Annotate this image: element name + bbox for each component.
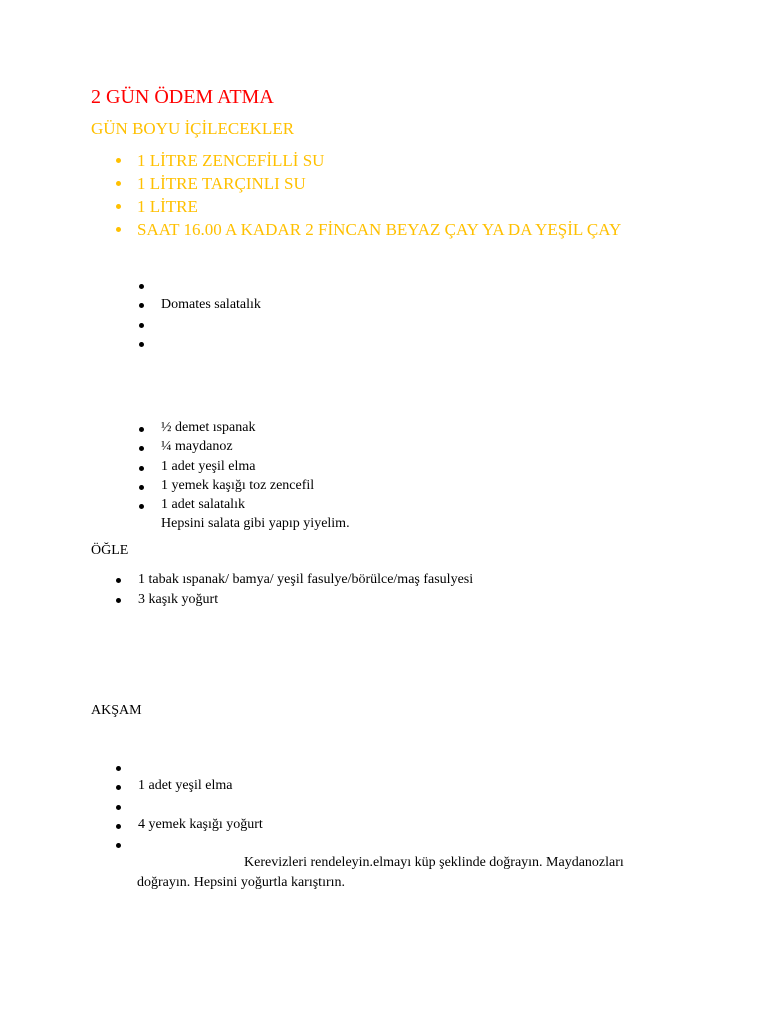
bullet-icon bbox=[139, 284, 144, 289]
bullet-icon bbox=[139, 485, 144, 490]
list-item: 1 LİTRE bbox=[137, 197, 198, 216]
dinner-note: Kerevizleri rendeleyin.elmayı küp şeklinde doğrayın. Maydanozları doğrayın. Hepsini yoğurtla karıştırın. bbox=[137, 855, 624, 890]
list-item: 1 yemek kaşığı toz zencefil bbox=[161, 478, 315, 493]
bullet-icon bbox=[116, 227, 121, 232]
salad-note: Hepsini salata gibi yapıp yiyelim. bbox=[161, 516, 350, 531]
bullet-icon bbox=[139, 342, 144, 347]
list-item: Domates salatalık bbox=[161, 297, 261, 312]
bullet-icon bbox=[116, 204, 121, 209]
page-title: 2 GÜN ÖDEM ATMA bbox=[91, 86, 274, 108]
drinks-heading: GÜN BOYU İÇİLECEKLER bbox=[91, 119, 295, 138]
list-item: 1 tabak ıspanak/ bamya/ yeşil fasulye/börülce/maş fasulyesi bbox=[138, 572, 474, 587]
lunch-heading: ÖĞLE bbox=[91, 543, 129, 558]
bullet-icon bbox=[116, 785, 121, 790]
bullet-icon bbox=[116, 805, 121, 810]
bullet-icon bbox=[116, 181, 121, 186]
list-item: 1 adet yeşil elma bbox=[161, 459, 256, 474]
bullet-icon bbox=[139, 323, 144, 328]
list-item: 1 LİTRE TARÇINLI SU bbox=[137, 174, 306, 193]
list-item: SAAT 16.00 A KADAR 2 FİNCAN BEYAZ ÇAY YA DA YEŞİL ÇAY bbox=[137, 220, 622, 239]
bullet-icon bbox=[139, 504, 144, 509]
bullet-icon bbox=[116, 843, 121, 848]
list-item: ½ demet ıspanak bbox=[161, 420, 256, 435]
bullet-icon bbox=[116, 578, 121, 583]
bullet-icon bbox=[116, 766, 121, 771]
dinner-heading: AKŞAM bbox=[91, 703, 142, 718]
list-item: 3 kaşık yoğurt bbox=[138, 592, 219, 607]
bullet-icon bbox=[116, 598, 121, 603]
bullet-icon bbox=[139, 427, 144, 432]
list-item: 1 LİTRE ZENCEFİLLİ SU bbox=[137, 151, 325, 170]
bullet-icon bbox=[116, 158, 121, 163]
bullet-icon bbox=[139, 303, 144, 308]
bullet-icon bbox=[116, 824, 121, 829]
bullet-icon bbox=[139, 446, 144, 451]
list-item: 1 adet salatalık bbox=[161, 497, 245, 512]
list-item: 4 yemek kaşığı yoğurt bbox=[138, 817, 263, 832]
bullet-icon bbox=[139, 466, 144, 471]
list-item: ¼ maydanoz bbox=[161, 439, 233, 454]
list-item: 1 adet yeşil elma bbox=[138, 778, 233, 793]
